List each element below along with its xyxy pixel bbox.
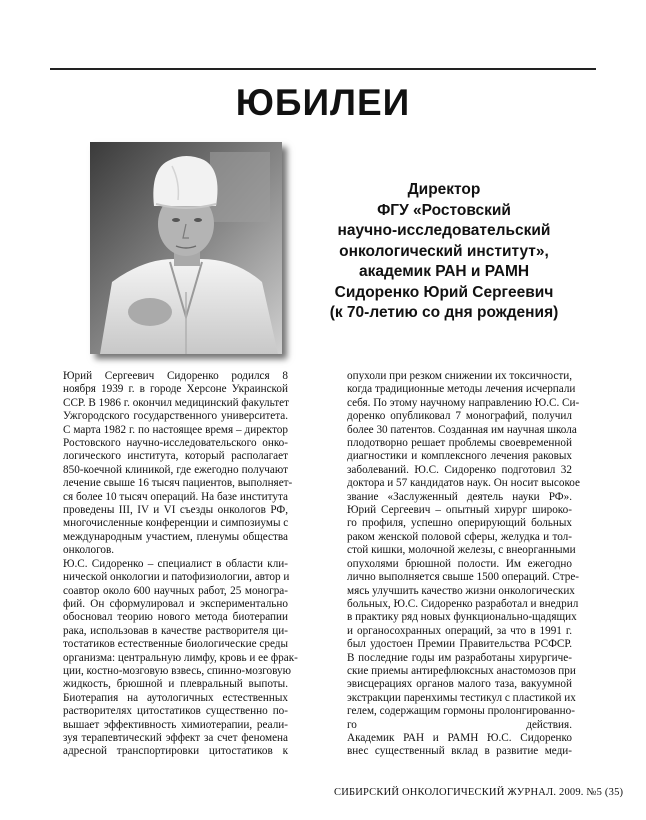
- text-line: тостатиков естественные биологические среды: [63, 638, 288, 651]
- text-line: доренко опубликовал 7 монографий, получил: [347, 410, 572, 423]
- headline-line: научно-исследовательский: [337, 222, 551, 239]
- paragraph: [334, 732, 572, 759]
- text-line: был удостоен Премии Правительства РСФСР.: [347, 638, 572, 651]
- text-line: го действия.: [347, 718, 572, 731]
- text-line: и органосохранных операций, за что в 1991 г.: [347, 624, 572, 637]
- text-line: мясь улучшить качество жизни онкологических: [347, 584, 575, 597]
- left-column: [50, 370, 298, 759]
- journal-footer: СИБИРСКИЙ ОНКОЛОГИЧЕСКИЙ ЖУРНАЛ. 2009. №5 (35): [334, 787, 624, 798]
- text-line: проведены III, IV и VI съезды онкологов РФ,: [63, 504, 288, 517]
- right-column: [334, 370, 581, 759]
- text-line: опухоли при резком снижении их токсичности,: [347, 370, 572, 382]
- text-line: ские приемы антирефлюксных анастомозов при: [347, 664, 576, 677]
- text-line: адресной транспортировки цитостатиков к: [63, 745, 288, 758]
- headline-line: академик РАН и РАМН: [358, 263, 530, 280]
- text-line: Биотерапия на аутологичных естественных: [63, 691, 288, 704]
- text-line: вышает эффективность химиотерапии, реали-: [63, 718, 288, 731]
- text-line: звание «Заслуженный деятель науки РФ».: [347, 490, 572, 503]
- text-line: соавтор около 600 научных работ, 25 моногра-: [63, 584, 288, 597]
- paragraph: [50, 557, 298, 759]
- headline-line: ФГУ «Ростовский: [377, 201, 511, 219]
- text-line: жидкость, брюшной и плевральный выпоты.: [63, 678, 288, 691]
- text-line: когда традиционные методы лечения исчерпали: [347, 383, 576, 396]
- text-line: доктора и 57 кандидатов наук. Он носит высокое: [347, 477, 581, 490]
- text-line: лечение свыше 16 тысяч пациентов, выполняет-: [63, 477, 293, 490]
- portrait-photo: [90, 142, 282, 354]
- text-line: больных, Ю.С. Сидоренко разработал и внедрил: [347, 597, 579, 610]
- text-line: диагностики и комплексного лечения раковых: [347, 450, 572, 463]
- text-line: Ю.С. Сидоренко – специалист в области кли-: [63, 557, 288, 570]
- portrait-illustration: [90, 142, 282, 354]
- headline: [306, 180, 582, 324]
- text-line: Ужгородского государственного университета.: [63, 410, 288, 423]
- text-line: Юрий Сергеевич Сидоренко родился 8: [63, 370, 288, 382]
- text-line: заболеваний. Ю.С. Сидоренко подготовил 32: [347, 463, 572, 476]
- text-line: себя. По этому научному направлению Ю.С. Си-: [347, 396, 580, 409]
- text-line: организма: центральную лимфу, кровь и ее фрак-: [63, 651, 298, 664]
- text-line: плодотворно решает проблемы своевременной: [347, 437, 572, 450]
- text-line: ноября 1939 г. в городе Херсоне Украинской: [63, 383, 288, 396]
- text-line: опухолями брюшной полости. Им ежегодно: [347, 557, 572, 570]
- text-line: растворителях цитостатиков существенно по-: [63, 705, 288, 718]
- text-line: Академик РАН и РАМН Ю.С. Сидоренко: [347, 731, 572, 744]
- headline-line: онкологический институт»,: [339, 242, 549, 260]
- text-line: стой кишки, молочной железы, с внеорганными: [347, 544, 576, 557]
- text-line: ся более 10 тысяч операций. На базе института: [63, 490, 288, 503]
- text-line: эвисцерациях органов малого таза, вакуумной: [347, 678, 572, 691]
- headline-line: (к 70-летию со дня рождения): [329, 304, 559, 321]
- text-line: обосновал теорию нового метода биотерапии: [63, 611, 288, 624]
- text-line: более 30 патентов. Созданная им научная школа: [347, 423, 577, 436]
- text-line: международным участием, пленумы общества: [63, 530, 288, 543]
- text-line: Юрий Сергеевич – опытный хирург широко-: [347, 504, 572, 517]
- text-line: в практику ряд новых функционально-щадящих: [347, 611, 577, 624]
- paragraph: [334, 370, 581, 504]
- text-line: многочисленные конференции и симпозиумы с: [63, 517, 289, 530]
- text-line: нической онкологии и патофизиологии, автор и: [63, 571, 290, 584]
- text-line: ССР. В 1986 г. окончил медицинский факультет: [63, 396, 290, 409]
- text-line: С марта 1982 г. по настоящее время – директор: [63, 423, 288, 436]
- section-title: ЮБИЛЕИ: [235, 82, 411, 123]
- text-line: ции, костно-мозговую взвесь, спинно-мозговую: [63, 664, 292, 677]
- text-line: Ростовского научно-исследовательского онко-: [63, 437, 288, 450]
- headline-line: Директор: [407, 181, 481, 198]
- headline-line: Сидоренко Юрий Сергеевич: [334, 283, 554, 301]
- text-line: рака, использовав в качестве растворителя ци-: [63, 624, 288, 637]
- text-line: гелем, содержащим гормоны пролонгированно-: [347, 705, 575, 718]
- text-line: го профиля, успешно оперирующий больных: [347, 517, 572, 530]
- top-rule: [50, 68, 596, 70]
- text-line: онкологов.: [63, 544, 115, 557]
- text-line: В последние годы им разработаны хирургиче-: [347, 651, 572, 664]
- text-line: 850-коечной клиникой, где ежегодно получают: [63, 463, 288, 476]
- text-line: лично выполняется свыше 1500 операций. Стре-: [347, 571, 580, 584]
- paragraph: [50, 370, 293, 558]
- text-line: зуя терапевтический эффект за счет феномена: [63, 731, 288, 744]
- text-line: внес существенный вклад в развитие меди-: [347, 745, 572, 758]
- text-line: фий. Он сформулировал и экспериментально: [63, 597, 288, 610]
- text-line: раком женской половой сферы, желудка и тол-: [347, 530, 572, 543]
- paragraph: [334, 504, 580, 732]
- text-line: логического института, который располагает: [63, 450, 288, 463]
- text-line: экстракции паренхимы тестикул с пластикой их: [347, 691, 576, 704]
